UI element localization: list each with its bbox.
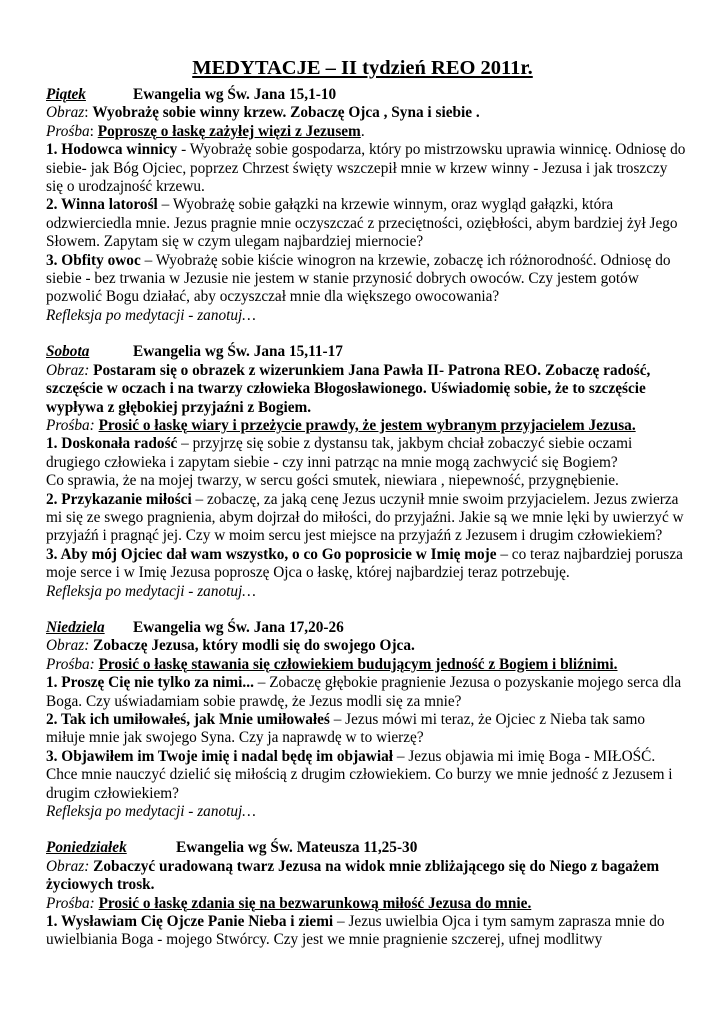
point-text: – Jezus mówi mi teraz, że Ojciec z Nieba tak samo miłuje mnie jak swojego Syna. Czy ja naprawdę w to wierzę? — [46, 711, 646, 747]
point-text: - Wyobrażę sobie gospodarza, który po mistrzowsku uprawia winnicę. Odniosę do siebie- jak Bóg Ojciec, poprzez Chrzest święty wszczepił mnie w krzew winny - Jezusa i jak troszczy się o urodzajność krzewu. — [46, 141, 686, 196]
point-head: 2. Winna latorośl — [46, 196, 158, 214]
point-text: – co teraz najbardziej porusza moje serce i w Imię Jezusa poproszę Ojca o łaskę, której najbardziej teraz potrzebuję. — [46, 545, 683, 582]
reflection-note: Refleksja po medytacji - zanotuj… — [46, 582, 256, 600]
point-3 — [46, 252, 686, 307]
prosba-label: Prośba: — [46, 894, 95, 912]
section-niedziela — [46, 619, 686, 821]
point-head: 3. Obfity owoc — [46, 251, 141, 269]
obraz-text: Wyobrażę sobie winny krzew. Zobaczę Ojca , Syna i siebie . — [92, 104, 480, 122]
prosba-line: Prośba: Poproszę o łaskę zażyłej więzi z Jezusem. — [46, 122, 365, 140]
obraz-line: Obraz: Wyobrażę sobie winny krzew. Zobaczę Ojca , Syna i siebie . — [46, 104, 480, 122]
point-3 — [46, 546, 686, 583]
point-head: 1. Proszę Cię nie tylko za nimi... — [46, 674, 254, 692]
section-poniedzialek — [46, 839, 686, 949]
point-head: 1. Doskonała radość — [46, 435, 178, 453]
obraz-text: Postaram się o obrazek z wizerunkiem Jana Pawła II- Patrona REO. Zobaczę radość, szczęście w oczach i na twarzy człowieka Błogosławionego. Uświadomię sobie, że to szczęście wypływa z głębokiej przyjaźni z Bogiem. — [46, 361, 651, 416]
prosba-line — [46, 417, 686, 435]
point-1 — [46, 674, 686, 711]
prosba-line — [46, 895, 686, 913]
obraz-label: Obraz: — [46, 361, 90, 379]
obraz-text: Zobaczyć uradowaną twarz Jezusa na widok mnie zbliżającego się do Niego z bagażem życiowych trosk. — [46, 857, 660, 894]
point-text: – Wyobrażę sobie gałązki na krzewie winnym, oraz wygląd gałązki, która odzwierciedla mnie. Jezus pragnie mnie oczyszczać z przeciętności, oziębłości, abym bardziej żył Jego Słowem. Zapytam się w czym ulegam najbardziej miernocie? — [46, 196, 678, 251]
point-3 — [46, 748, 686, 803]
point-text: Co sprawia, że na mojej twarzy, w sercu gości smutek, niewiara , niepewność, przygnębienie. — [46, 472, 619, 490]
point-text: – Wyobrażę sobie kiście winogron na krzewie, zobaczę ich różnorodność. Odniosę do siebie - bez trwania w Jezusie nie jestem w stanie przynosić dobrych owoców. Czy jestem gotów pozwolić Bogu działać, aby oczyszczał mnie dla większego owocowania? — [46, 251, 671, 306]
point-head: 2. Tak ich umiłowałeś, jak Mnie umiłowałeś — [46, 711, 330, 728]
section-header — [46, 619, 686, 637]
gospel-reference: Ewangelia wg Św. Jana 17,20-26 — [133, 618, 344, 636]
day-label: Poniedziałek — [46, 839, 127, 857]
section-sobota — [46, 343, 686, 601]
obraz-label: Obraz: — [46, 857, 90, 875]
point-1 — [46, 913, 686, 950]
section-piatek — [46, 86, 686, 325]
section-header — [46, 839, 686, 857]
obraz-line — [46, 362, 686, 417]
point-1 — [46, 141, 686, 196]
point-head: 2. Przykazanie miłości — [46, 490, 192, 508]
obraz-label: Obraz: — [46, 637, 90, 655]
obraz-text: Zobaczę Jezusa, który modli się do swojego Ojca. — [93, 637, 415, 655]
point-text: – przyjrzę się sobie z dystansu tak, jakbym chciał zobaczyć siebie oczami drugiego człowieka i zapytam siebie - czy inni patrząc na mnie mogą zachwycić się Bogiem? — [46, 435, 633, 471]
gospel-reference: Ewangelia wg Św. Jana 15,11-17 — [133, 343, 343, 361]
prosba-text: Prosić o łaskę wiary i przeżycie prawdy, że jestem wybranym przyjacielem Jezusa. — [98, 416, 636, 434]
prosba-line — [46, 656, 686, 674]
prosba-label: Prośba: — [46, 416, 95, 434]
point-text: – Jezus objawia mi imię Boga - MIŁOŚĆ. Chce mnie nauczyć dzielić się miłością z drugim człowiekiem. Co burzy we mnie jedność z Jezusem i drugim człowiekiem? — [46, 747, 673, 802]
prosba-label: Prośba: — [46, 655, 95, 673]
prosba-text: Prosić o łaskę stawania się człowiekiem budującym jedność z Bogiem i bliźnimi. — [98, 655, 618, 673]
prosba-text: Prosić o łaskę zdania się na bezwarunkową miłość Jezusa do mnie. — [98, 894, 532, 912]
gospel-reference: Ewangelia wg Św. Mateusza 11,25-30 — [176, 839, 418, 857]
section-header — [46, 343, 686, 361]
point-2 — [46, 196, 686, 251]
document-title: MEDYTACJE – II tydzień REO 2011r. — [192, 57, 533, 79]
point-head: 3. Aby mój Ojciec dał wam wszystko, o co Go poprosicie w Imię moje — [46, 545, 497, 563]
point-text: – Jezus uwielbia Ojca i tym samym zaprasza mnie do uwielbiania Boga - mojego Stwórcy. Czy jest we mnie pragnienie szczerej, ufnej modlitwy — [46, 913, 665, 949]
point-2 — [46, 491, 686, 546]
point-head: 1. Hodowca winnicy — [46, 141, 178, 159]
point-text: – zobaczę, za jaką cenę Jezus uczynił mnie swoim przyjacielem. Jezus zwierza mi się ze swego pragnienia, abym dojrzał do miłości, do przyjaźni. Jakie są we mnie lęki by uwierzyć w przyjaźń i pragnąć jej. Czy w moim sercu jest miejsce na przyjaźń z Jezusem i drugim człowiekiem? — [46, 490, 684, 545]
point-1-continued — [46, 472, 686, 490]
section-header — [46, 86, 686, 104]
obraz-line — [46, 637, 686, 655]
point-1 — [46, 435, 686, 472]
reflection-note: Refleksja po medytacji - zanotuj… — [46, 803, 256, 821]
point-text: – Zobaczę głębokie pragnienie Jezusa o pozyskanie mojego serca dla Boga. Czy uświadamiam sobie prawdę, że Jezus modli się za mnie? — [46, 674, 682, 710]
point-2 — [46, 711, 686, 748]
obraz-label: Obraz — [46, 104, 85, 122]
point-head: 3. Objawiłem im Twoje imię i nadal będę im objawiał — [46, 747, 394, 765]
prosba-label: Prośba — [46, 122, 90, 140]
day-label: Sobota — [46, 343, 90, 361]
prosba-text: Poproszę o łaskę zażyłej więzi z Jezusem — [97, 122, 361, 140]
reflection-note: Refleksja po medytacji - zanotuj… — [46, 306, 256, 324]
point-head: 1. Wysławiam Cię Ojcze Panie Nieba i ziemi — [46, 913, 334, 931]
gospel-reference: Ewangelia wg Św. Jana 15,1-10 — [133, 86, 337, 103]
day-label: Niedziela — [46, 618, 105, 636]
obraz-line — [46, 858, 686, 895]
day-label: Piątek — [46, 86, 86, 103]
